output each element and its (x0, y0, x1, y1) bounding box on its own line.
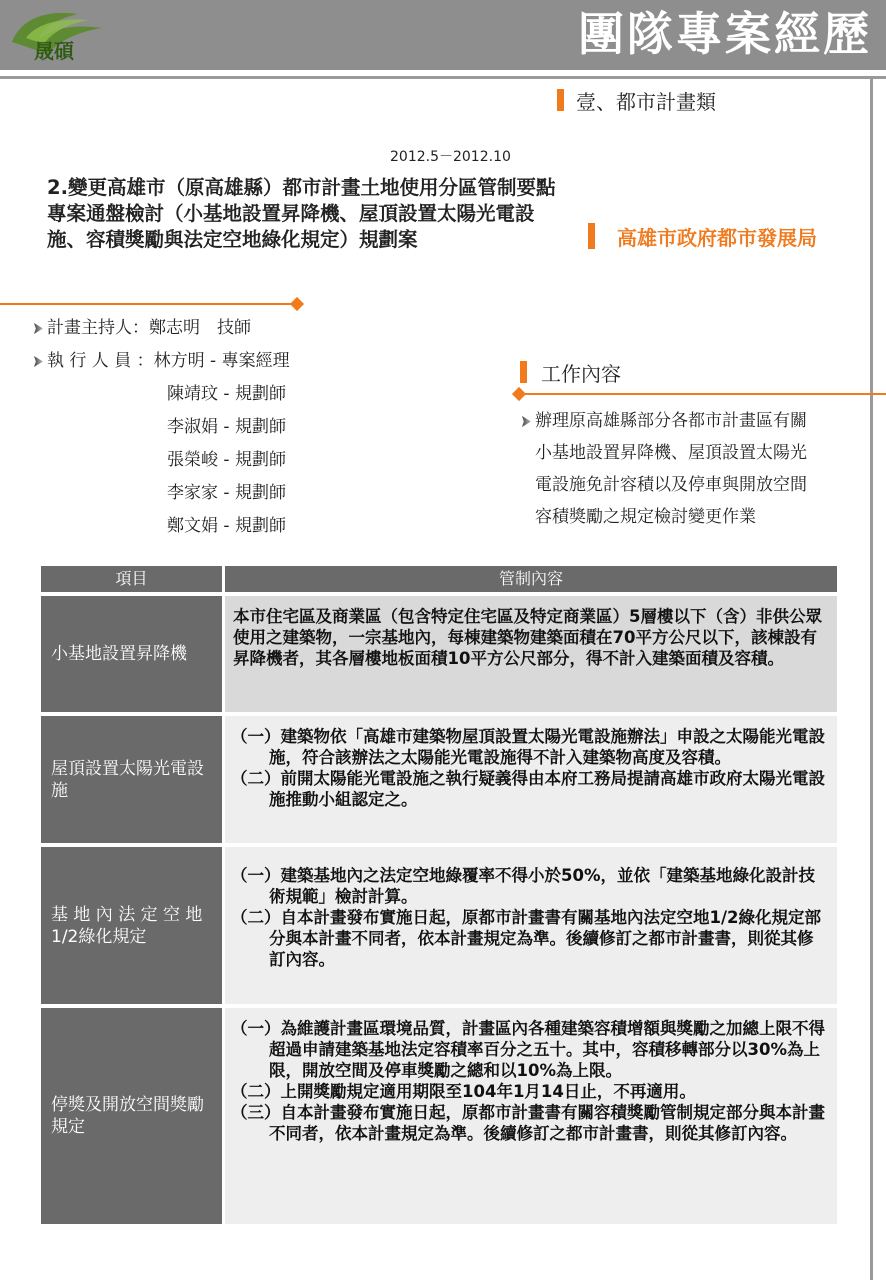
host-label: 計畫主持人： (47, 318, 149, 338)
content-item: （一）為維護計畫區環境品質，計畫區內各種建築容積增額與獎勵之加總上限不得超過申請建築基地法定容積率百分之五十。其中，容積移轉部分以30%為上限，開放空間及停車獎勵之總和以10%為上限。 (231, 1019, 825, 1080)
orange-marker (588, 223, 595, 249)
orange-marker (557, 89, 564, 111)
table-header (41, 566, 837, 592)
client-name: 高雄市政府都市發展局 (617, 225, 817, 250)
row-content (225, 596, 837, 712)
table-row (41, 847, 837, 1004)
host-line (34, 317, 251, 339)
column-header-item: 項目 (41, 566, 222, 592)
bullet-icon (34, 356, 43, 367)
control-table (41, 566, 837, 1224)
content-item: （二）上開獎勵規定適用期限至104年1月14日止，不再適用。 (231, 1082, 696, 1101)
work-heading-label: 工作內容 (541, 361, 621, 386)
row-label: 小基地設置昇降機 (41, 596, 222, 712)
bullet-icon (522, 416, 531, 427)
orange-divider (0, 303, 298, 305)
right-rule (870, 76, 873, 1280)
work-line: 辦理原高雄縣部分各都市計畫區有關 (522, 405, 862, 437)
work-line: 容積獎勵之規定檢討變更作業 (535, 507, 756, 527)
row-content (225, 716, 837, 843)
work-rule-diamond (512, 387, 526, 401)
client-heading (588, 222, 817, 250)
bullet-icon (34, 323, 43, 334)
divider-diamond (290, 297, 304, 311)
staff-member: 鄭文娟 - 規劃師 (167, 516, 286, 536)
table-row (41, 1008, 837, 1224)
table-row (41, 596, 837, 712)
content-item: （二）自本計畫發布實施日起，原都市計畫書有關基地內法定空地1/2綠化規定部分與本計畫不同者，依本計畫規定為準。後續修訂之都市計畫書，則從其修訂內容。 (231, 908, 821, 969)
category-heading (557, 88, 716, 112)
work-rule (520, 393, 886, 395)
exec-line (34, 350, 290, 372)
header-rule (0, 76, 886, 79)
staff-member: 陳靖玟 - 規劃師 (167, 384, 286, 404)
staff-member: 林方明 - 專案經理 (153, 351, 290, 371)
content-item: （一）建築基地內之法定空地綠覆率不得小於50%，並依「建築基地綠化設計技術規範」檢討計算。 (231, 866, 815, 906)
staff-member: 李淑娟 - 規劃師 (167, 417, 286, 437)
table-row (41, 716, 837, 843)
row-label: 基 地 內 法 定 空 地 1/2綠化規定 (41, 847, 222, 1004)
content-item: （二）前開太陽能光電設施之執行疑義得由本府工務局提請高雄市政府太陽光電設施推動小組認定之。 (231, 769, 825, 809)
project-date: 2012.5－2012.10 (390, 149, 511, 165)
work-line: 小基地設置昇降機、屋頂設置太陽光 (535, 443, 807, 463)
page-header (0, 0, 886, 70)
company-logo (8, 8, 108, 64)
orange-marker (520, 361, 527, 383)
staff-member: 張榮峻 - 規劃師 (167, 450, 286, 470)
column-header-content: 管制內容 (225, 566, 837, 592)
work-description (522, 405, 862, 533)
exec-label: 執 行 人 員 ： (47, 351, 154, 371)
header-title: 團隊專案經歷 (578, 7, 872, 61)
content-item: 本市住宅區及商業區（包含特定住宅區及特定商業區）5層樓以下（含）非供公眾使用之建築物，一宗基地內，每棟建築物建築面積在70平方公尺以下，該棟設有昇降機者，其各層樓地板面積10平方公尺部分，得不計入建築面積及容積。 (233, 607, 822, 668)
host-name: 鄭志明 技師 (149, 318, 251, 338)
content-item: （三）自本計畫發布實施日起，原都市計畫書有關容積獎勵管制規定部分與本計畫不同者，依本計畫規定為準。後續修訂之都市計畫書，則從其修訂內容。 (231, 1103, 825, 1143)
work-heading (520, 361, 621, 386)
row-content (225, 1008, 837, 1224)
row-label: 屋頂設置太陽光電設施 (41, 716, 222, 843)
category-label: 壹、都市計畫類 (576, 89, 716, 114)
work-line: 電設施免計容積以及停車與開放空間 (535, 475, 807, 495)
project-title: 2.變更高雄市（原高雄縣）都市計畫土地使用分區管制要點專案通盤檢討（小基地設置昇降機、屋頂設置太陽光電設施、容積獎勵與法定空地綠化規定）規劃案 (47, 176, 556, 251)
row-label: 停獎及開放空間獎勵規定 (41, 1008, 222, 1224)
content-item: （一）建築物依「高雄市建築物屋頂設置太陽光電設施辦法」申設之太陽能光電設施，符合該辦法之太陽能光電設施得不計入建築物高度及容積。 (231, 727, 825, 767)
staff-member: 李家家 - 規劃師 (167, 483, 286, 503)
row-content (225, 847, 837, 1004)
svg-text:晟碩: 晟碩 (34, 39, 74, 63)
